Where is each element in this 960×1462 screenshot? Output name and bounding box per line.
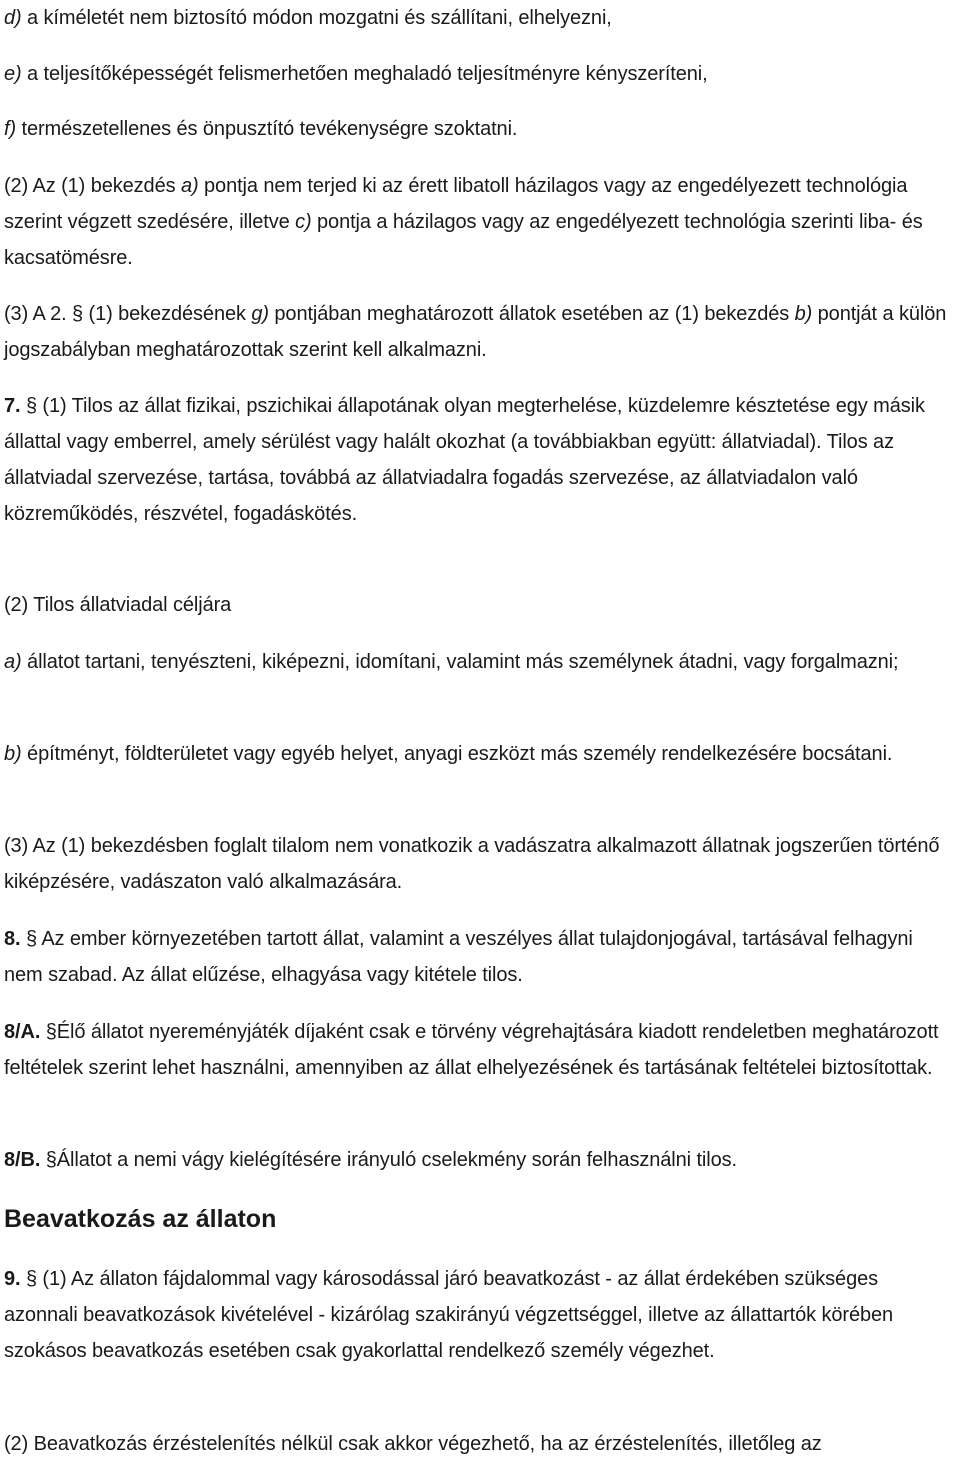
- list-marker: e): [4, 63, 22, 85]
- paragraph-text: § (1) Tilos az állat fizikai, pszichikai állapotának olyan megterhelése, küzdelemre késztetése egy másik állattal vagy emberrel, amely sérülést vagy halált okozhat (a továbbiakban együtt: állatviadal). Tilos az állatviadal szervezése, tartása, továbbá az állatviadalra fogadás szervezése, az állatviadalon való közreműködés, részvétel, fogadáskötés.: [4, 395, 925, 525]
- paragraph-text: (2) Beavatkozás érzéstelenítés nélkül csak akkor végezhető, ha az érzéstelenítés, illetőleg az: [4, 1433, 822, 1455]
- paragraph-e: [4, 56, 956, 92]
- paragraph-text: § Az ember környezetében tartott állat, valamint a veszélyes állat tulajdonjogával, tartásával felhagyni nem szabad. Az állat elűzése, elhagyása vagy kitétele tilos.: [4, 928, 913, 986]
- paragraph-text: §Élő állatot nyereményjáték díjaként csak e törvény végrehajtására kiadott rendeletben meghatározott feltételek szerint lehet használni, amennyiben az állat elhelyezésének és tartásának feltételei biztosítottak.: [4, 1021, 939, 1079]
- paragraph-text: (2) Az (1) bekezdés: [4, 175, 181, 197]
- paragraph-f: [4, 111, 956, 147]
- list-marker: d): [4, 7, 22, 29]
- section-number: 9.: [4, 1268, 21, 1290]
- section-7-point-b: [4, 736, 956, 772]
- paragraph-text: állatot tartani, tenyészteni, kiképezni, idomítani, valamint más személynek átadni, vagy forgalmazni;: [21, 651, 899, 673]
- point-ref: a): [180, 175, 199, 197]
- paragraph-text: pontjában meghatározott állatok esetében az (1) bekezdés: [268, 303, 795, 325]
- list-marker: f): [4, 118, 17, 140]
- point-ref: g): [251, 303, 269, 325]
- section-7-paragraph-2: [4, 587, 956, 623]
- section-9: [4, 1261, 956, 1369]
- paragraph-text: pontját a külön jogszabályban meghatározottak szerint kell alkalmazni.: [4, 303, 947, 361]
- paragraph-text: pontja a házilagos vagy az engedélyezett technológia szerinti liba- és kacsatömésre.: [4, 211, 923, 269]
- paragraph-text: (3) A 2. § (1) bekezdésének: [4, 303, 252, 325]
- paragraph-text: a teljesítőképességét felismerhetően meghaladó teljesítményre kényszeríteni,: [21, 63, 708, 85]
- paragraph-text: építményt, földterületet vagy egyéb helyet, anyagi eszközt más személy rendelkezésére bocsátani.: [21, 743, 893, 765]
- paragraph-3: [4, 296, 956, 368]
- section-8a: [4, 1014, 956, 1086]
- section-7: [4, 388, 956, 532]
- paragraph-text: természetellenes és önpusztító tevékenységre szoktatni.: [16, 118, 518, 140]
- paragraph-d: [4, 0, 956, 36]
- list-marker: b): [4, 743, 22, 765]
- section-number: 8/B.: [4, 1149, 41, 1171]
- paragraph-2: [4, 168, 956, 276]
- paragraph-text: § (1) Az állaton fájdalommal vagy károsodással járó beavatkozást - az állat érdekében szükséges azonnali beavatkozások kivételével - kizárólag szakirányú végzettséggel, illetve az állattartók körében szokásos beavatkozás esetében csak gyakorlattal rendelkező személy végezhet.: [4, 1268, 894, 1362]
- section-7-paragraph-3: [4, 828, 956, 900]
- section-heading: Beavatkozás az állaton: [4, 1205, 277, 1233]
- paragraph-text: pontja nem terjed ki az érett libatoll házilagos vagy az engedélyezett technológia szerint végzett szedésére, illetve: [4, 175, 908, 233]
- paragraph-text: (2) Tilos állatviadal céljára: [4, 594, 232, 616]
- paragraph-text: (3) Az (1) bekezdésben foglalt tilalom nem vonatkozik a vadászatra alkalmazott állatnak jogszerűen történő kiképzésére, vadászaton való alkalmazására.: [4, 835, 940, 893]
- section-8b: [4, 1142, 956, 1178]
- section-number: 7.: [4, 395, 21, 417]
- section-7-point-a: [4, 644, 956, 680]
- point-ref: b): [794, 303, 813, 325]
- section-9-paragraph-2: [4, 1426, 956, 1462]
- section-8: [4, 921, 956, 993]
- paragraph-text: §Állatot a nemi vágy kielégítésére irányuló cselekmény során felhasználni tilos.: [40, 1149, 737, 1171]
- point-ref: c): [295, 211, 312, 233]
- list-marker: a): [4, 651, 22, 673]
- paragraph-text: a kíméletét nem biztosító módon mozgatni és szállítani, elhelyezni,: [21, 7, 612, 29]
- section-number: 8/A.: [4, 1021, 41, 1043]
- section-number: 8.: [4, 928, 21, 950]
